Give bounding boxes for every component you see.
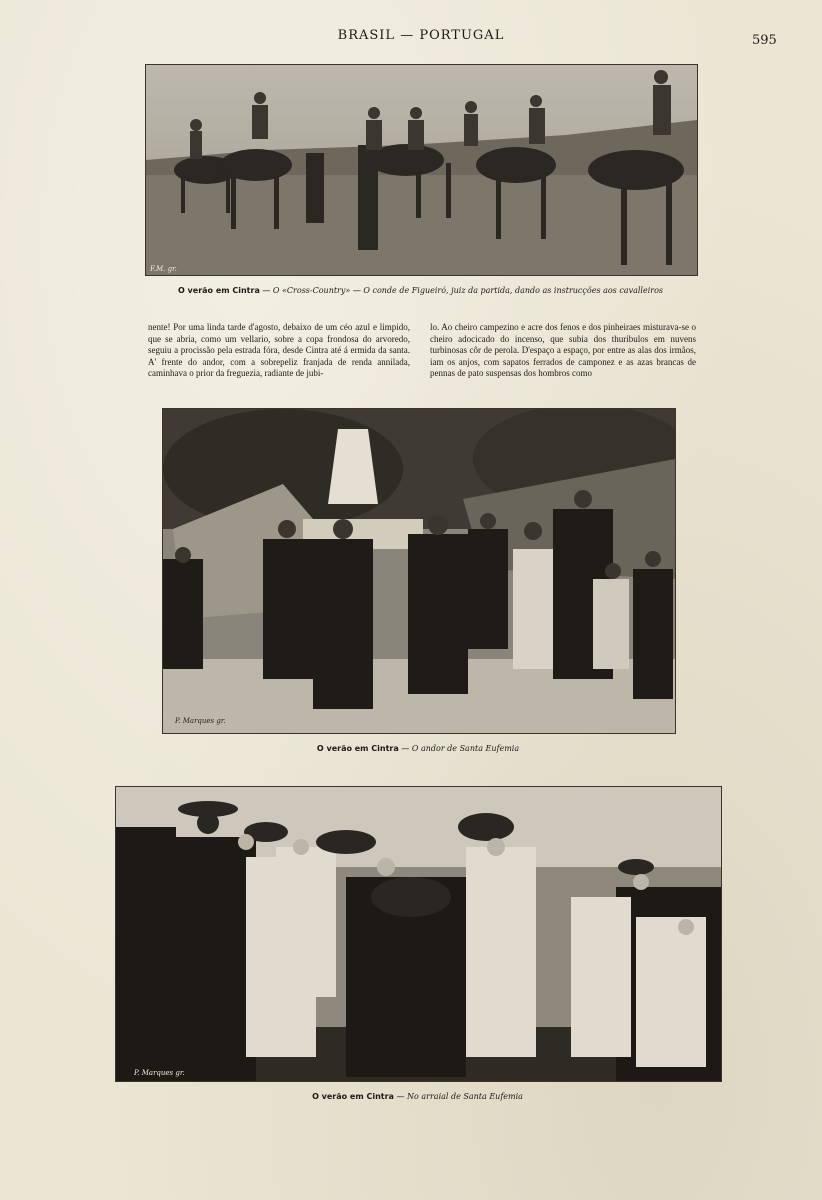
figure-caption [115,1092,720,1101]
photo-credit: F.M. gr. [150,265,177,273]
procession-photo [162,408,676,734]
page-number: 595 [752,33,777,48]
caption-lead: O verão em Cintra [312,1092,394,1101]
caption-text: — O andor de Santa Eufemia [398,744,520,753]
article-column-left [148,322,410,380]
photo-credit: P. Marques gr. [175,717,226,725]
horse-riders-photo [145,64,698,276]
caption-text: — O «Cross-Country» — O conde de Figueiró, juiz da partida, dando as instrucções aos cavalleiros [259,286,664,295]
caption-lead: O verão em Cintra [316,744,399,753]
article-paragraph: lo. Ao cheiro campezino e acre dos fenos e dos pinheiraes misturava-se o cheiro adocicado do incenso, que subia dos thuribulos em nuvens turbinosas côr de perola. D'espaço a espaço, por entre as alas dos irmãos, iam os anjos, com sapatos ferrados de camponez e as azas brancas de pennas de pato suspensas dos hombros como [430,322,696,378]
figure-caption [145,286,696,295]
article-paragraph: nente! Por uma linda tarde d'agosto, debaixo de um céo azul e limpido, que se abria, como um vellario, sobre a copa frondosa do arvoredo, seguiu a procissão pela estrada fóra, desde Cintra até á ermida da santa. A' frente do andor, com a sobrepeliz franjada de renda annilada, caminhava o prior da freguezia, radiante de jubi- [148,322,410,378]
photo-credit: P. Marques gr. [134,1069,185,1077]
crowd-photo [115,786,722,1082]
figure-caption [162,744,674,753]
article-column-right [430,322,696,380]
caption-text: — No arraial de Santa Eufemia [393,1092,523,1101]
page-header-title: BRASIL — PORTUGAL [337,28,505,43]
caption-lead: O verão em Cintra [177,286,260,295]
